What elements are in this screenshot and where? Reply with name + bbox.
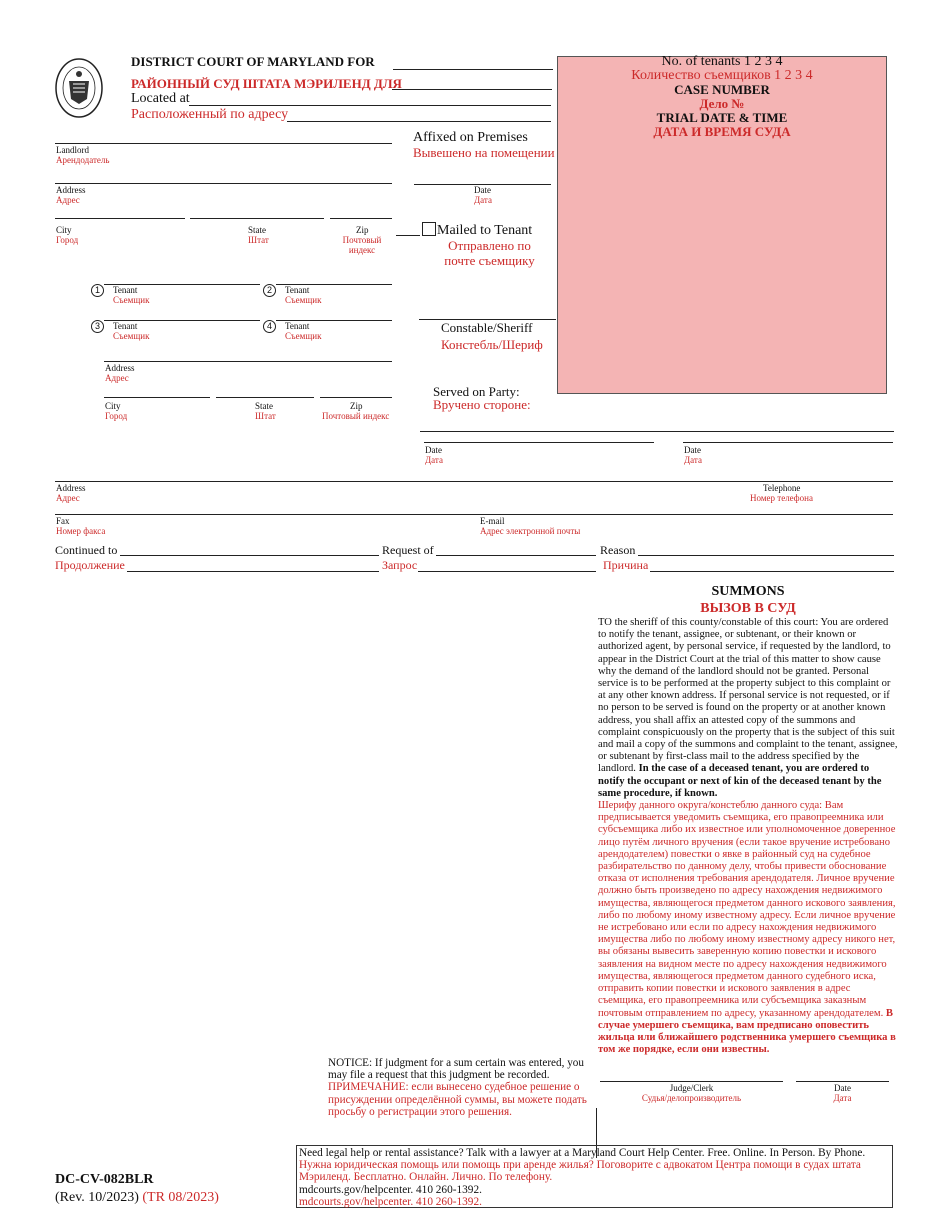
served-date-2-label-ru: Дата xyxy=(684,455,702,465)
served-date-2-label-en: Date xyxy=(684,445,701,455)
case-box-text xyxy=(557,55,887,139)
tenant-state-label-en: State xyxy=(255,401,273,411)
mailed-title-ru: Отправлено по почте съемщику xyxy=(444,238,535,268)
served-date-line-1[interactable] xyxy=(424,442,654,443)
mailed-line-stub xyxy=(396,235,420,236)
served-on-party-en: Served on Party: xyxy=(433,384,520,399)
court-county-line-ru xyxy=(392,89,552,90)
continued-to-label-ru: Продолжение xyxy=(55,558,125,572)
form-tr: (TR 08/2023) xyxy=(142,1190,219,1205)
landlord-state-line[interactable] xyxy=(190,218,324,219)
notice-en: NOTICE: If judgment for a sum certain was entered, you may file a request that this judgment be recorded. xyxy=(328,1057,584,1082)
tenant-address-label-ru: Адрес xyxy=(105,373,129,383)
served-date-1-label-en: Date xyxy=(425,445,442,455)
tenant-state-label-ru: Штат xyxy=(255,411,276,421)
summons-title-en: SUMMONS xyxy=(711,584,785,599)
tenant-2-label-ru: Съемщик xyxy=(285,295,322,305)
court-seal-icon xyxy=(55,57,103,119)
tenant-number-3: 3 xyxy=(91,320,104,333)
constable-title-en: Constable/Sheriff xyxy=(441,320,533,335)
tenant-address-label-en: Address xyxy=(105,363,135,373)
tenant-1-label-en: Tenant xyxy=(113,285,138,295)
case-number-label-en: CASE NUMBER xyxy=(674,82,770,97)
judgment-notice xyxy=(328,1057,598,1118)
email-label-ru: Адрес электронной почты xyxy=(480,526,581,536)
trial-date-label-ru: ДАТА И ВРЕМЯ СУДА xyxy=(653,124,791,139)
affixed-date-label-en: Date xyxy=(474,185,491,195)
tenant-1-label-ru: Съемщик xyxy=(113,295,150,305)
served-on-party-ru: Вручено стороне: xyxy=(433,397,531,412)
tenant-city-line[interactable] xyxy=(104,397,210,398)
mailed-title-en: Mailed to Tenant xyxy=(437,223,533,238)
court-seal xyxy=(55,57,103,119)
legal-help-box xyxy=(296,1145,893,1208)
summons-title-ru: ВЫЗОВ В СУД xyxy=(700,601,796,616)
served-on-party-line[interactable] xyxy=(420,431,894,432)
landlord-city-line[interactable] xyxy=(55,218,185,219)
summons-body-en: TO the sheriff of this county/constable of this court: You are ordered to notify the tenant, assignee, or subtenant, or their known or authorized agent, by personal service, if requested by the landlord, to appear in the District Court at the trial of this matter to show cause why the demand of the landlord should not be granted. Personal service is to be performed at the property subject to this complaint or at any other known address. If personal service is not requested, or if no person to be served is found on the property or at another known address, you shall affix an attested copy of the summons and complaint conspicuously on the property that is the subject of this suit and mail a copy of the summons and complaint to the tenant, assignee, or subtenant by first-class mail to the address specified by the landlord. xyxy=(598,617,898,775)
landlord-label-ru: Арендодатель xyxy=(56,155,110,165)
contact-address-line[interactable] xyxy=(55,481,893,482)
help-text-ru: Нужна юридическая помощь или помощь при аренде жилья? Поговорите с адвокатом Центра помощи в судах штата Мэриленд. Бесплатно. Онлайн. Лично. По телефону. xyxy=(299,1159,861,1184)
email-label-en: E-mail xyxy=(480,516,505,526)
tenant-2-label-en: Tenant xyxy=(285,285,310,295)
served-date-line-2[interactable] xyxy=(683,442,893,443)
form-revision xyxy=(55,1190,219,1205)
form-id: DC-CV-082BLR xyxy=(55,1172,154,1187)
landlord-state-label-en: State xyxy=(248,225,266,235)
summons-body-en-bold: In the case of a deceased tenant, you are ordered to notify the occupant or next of kin of the deceased tenant by the same procedure, if known. xyxy=(598,763,882,799)
request-of-label-en: Request of xyxy=(382,543,434,557)
court-county-line[interactable] xyxy=(393,69,553,70)
form-rev: (Rev. 10/2023) xyxy=(55,1190,139,1205)
request-of-line[interactable] xyxy=(436,555,596,556)
landlord-zip-line[interactable] xyxy=(330,218,392,219)
tenant-3-label-ru: Съемщик xyxy=(113,331,150,341)
telephone-label-en: Telephone xyxy=(763,483,801,493)
tenant-3-label-en: Tenant xyxy=(113,321,138,331)
landlord-city-label-en: City xyxy=(56,225,72,235)
summons-body xyxy=(598,617,898,1056)
landlord-address-label-en: Address xyxy=(56,185,86,195)
affixed-date-label-ru: Дата xyxy=(474,195,492,205)
continued-to-label-en: Continued to xyxy=(55,543,118,557)
tenant-zip-label-en: Zip xyxy=(350,401,363,411)
fax-label-en: Fax xyxy=(56,516,70,526)
constable-title-ru: Констебль/Шериф xyxy=(441,337,543,352)
judge-date-line[interactable] xyxy=(796,1081,889,1082)
affixed-title-ru: Вывешено на помещении xyxy=(413,145,555,160)
court-title-en: DISTRICT COURT OF MARYLAND FOR xyxy=(131,54,375,69)
request-of-line-ru xyxy=(418,571,596,572)
reason-label-en: Reason xyxy=(600,543,636,557)
tenants-count-en: No. of tenants 1 2 3 4 xyxy=(661,54,783,69)
contact-address-label-en: Address xyxy=(56,483,86,493)
continued-to-line-ru xyxy=(127,571,379,572)
fax-label-ru: Номер факса xyxy=(56,526,106,536)
mailed-to-tenant-checkbox[interactable] xyxy=(422,222,436,236)
tenant-number-4: 4 xyxy=(263,320,276,333)
case-number-label-ru: Дело № xyxy=(699,96,745,111)
tenant-4-label-en: Tenant xyxy=(285,321,310,331)
summons-body-ru-bold: В случае умершего съемщика, вам предписано оповестить жильца или ближайшего родственника умершего съемщика в том же порядке, если они известны. xyxy=(598,1007,896,1056)
summons-body-ru: Шерифу данного округа/констеблю данного суда: Вам предписывается уведомить съемщика, его правопреемника или субсъемщика либо их известное или уполномоченное доверенное лицо путём личного вручения (если такое вручение истребовано арендодателем) повестки о явке в районный суд на судебное разбирательство по данному делу, чтобы привести обоснование отказа от исполнения требования арендодателя. Личное вручение должно быть произведено по адресу нахождения недвижимого имущества, являющегося предметом данного искового заявления, либо по любому иному известному адресу. Если личное вручение не истребовано или если по адресу нахождения недвижимого имущества либо по любому иному известному адресу никого нет, вы обязаны вывесить заверенную копию повестки и искового заявления на видном месте по адресу нахождения недвижимого имущества, являющегося предметом данного судебного иска, отправить копии повестки и искового заявления в адрес съемщика, его правопреемника или субсъемщика заказным почтовым отправлением по адресу, указанному арендодателем. xyxy=(598,800,896,1019)
telephone-label-ru: Номер телефона xyxy=(750,493,813,503)
located-at-line-ru xyxy=(287,121,551,122)
tenant-number-2: 2 xyxy=(263,284,276,297)
tenant-city-label-en: City xyxy=(105,401,121,411)
located-at-label-ru: Расположенный по адресу xyxy=(131,107,289,122)
judge-date-label-en: Date xyxy=(834,1083,851,1093)
landlord-zip-label-ru: Почтовый индекс xyxy=(342,235,382,255)
reason-line-ru xyxy=(650,571,894,572)
tenant-zip-line[interactable] xyxy=(320,397,392,398)
tenants-count-ru: Количество съемщиков 1 2 3 4 xyxy=(631,68,813,83)
tenant-address-line[interactable] xyxy=(104,361,392,362)
trial-date-label-en: TRIAL DATE & TIME xyxy=(656,110,788,125)
tenant-state-line[interactable] xyxy=(216,397,314,398)
fax-email-line[interactable] xyxy=(55,514,893,515)
help-link-en[interactable]: mdcourts.gov/helpcenter. 410 260-1392. xyxy=(299,1183,482,1196)
court-title-ru: РАЙОННЫЙ СУД ШТАТА МЭРИЛЕНД ДЛЯ xyxy=(131,76,402,91)
request-of-label-ru: Запрос xyxy=(382,558,418,572)
reason-label-ru: Причина xyxy=(603,558,649,572)
located-at-label-en: Located at xyxy=(131,91,190,106)
tenant-number-1: 1 xyxy=(91,284,104,297)
tenant-city-label-ru: Город xyxy=(105,411,128,421)
tenant-4-label-ru: Съемщик xyxy=(285,331,322,341)
help-text-en: Need legal help or rental assistance? Talk with a lawyer at a Maryland Court Help Center. Free. Online. In Person. By Phone. xyxy=(299,1147,866,1159)
landlord-line[interactable] xyxy=(55,143,392,144)
reason-line[interactable] xyxy=(638,555,894,556)
landlord-city-label-ru: Город xyxy=(56,235,79,245)
contact-address-label-ru: Адрес xyxy=(56,493,80,503)
landlord-zip-label-en: Zip xyxy=(356,225,369,235)
notice-ru: ПРИМЕЧАНИЕ: если вынесено судебное решение о присуждении определённой суммы, вы можете подать просьбу о регистрации этого решения. xyxy=(328,1081,587,1118)
judge-date-label-ru: Дата xyxy=(833,1093,852,1103)
help-link-ru[interactable]: mdcourts.gov/helpcenter. 410 260-1392. xyxy=(299,1195,482,1208)
landlord-address-label-ru: Адрес xyxy=(56,195,80,205)
judge-clerk-label-ru: Судья/делопроизводитель xyxy=(641,1093,742,1103)
landlord-address-line[interactable] xyxy=(55,183,392,184)
tenant-zip-label-ru: Почтовый индекс xyxy=(322,411,390,421)
located-at-line[interactable] xyxy=(189,105,551,106)
landlord-label-en: Landlord xyxy=(56,145,89,155)
landlord-state-label-ru: Штат xyxy=(248,235,269,245)
judge-signature-line[interactable] xyxy=(600,1081,783,1082)
served-date-1-label-ru: Дата xyxy=(425,455,443,465)
continued-to-line[interactable] xyxy=(120,555,379,556)
affixed-title-en: Affixed on Premises xyxy=(413,130,528,145)
judge-clerk-label-en: Judge/Clerk xyxy=(669,1083,714,1093)
